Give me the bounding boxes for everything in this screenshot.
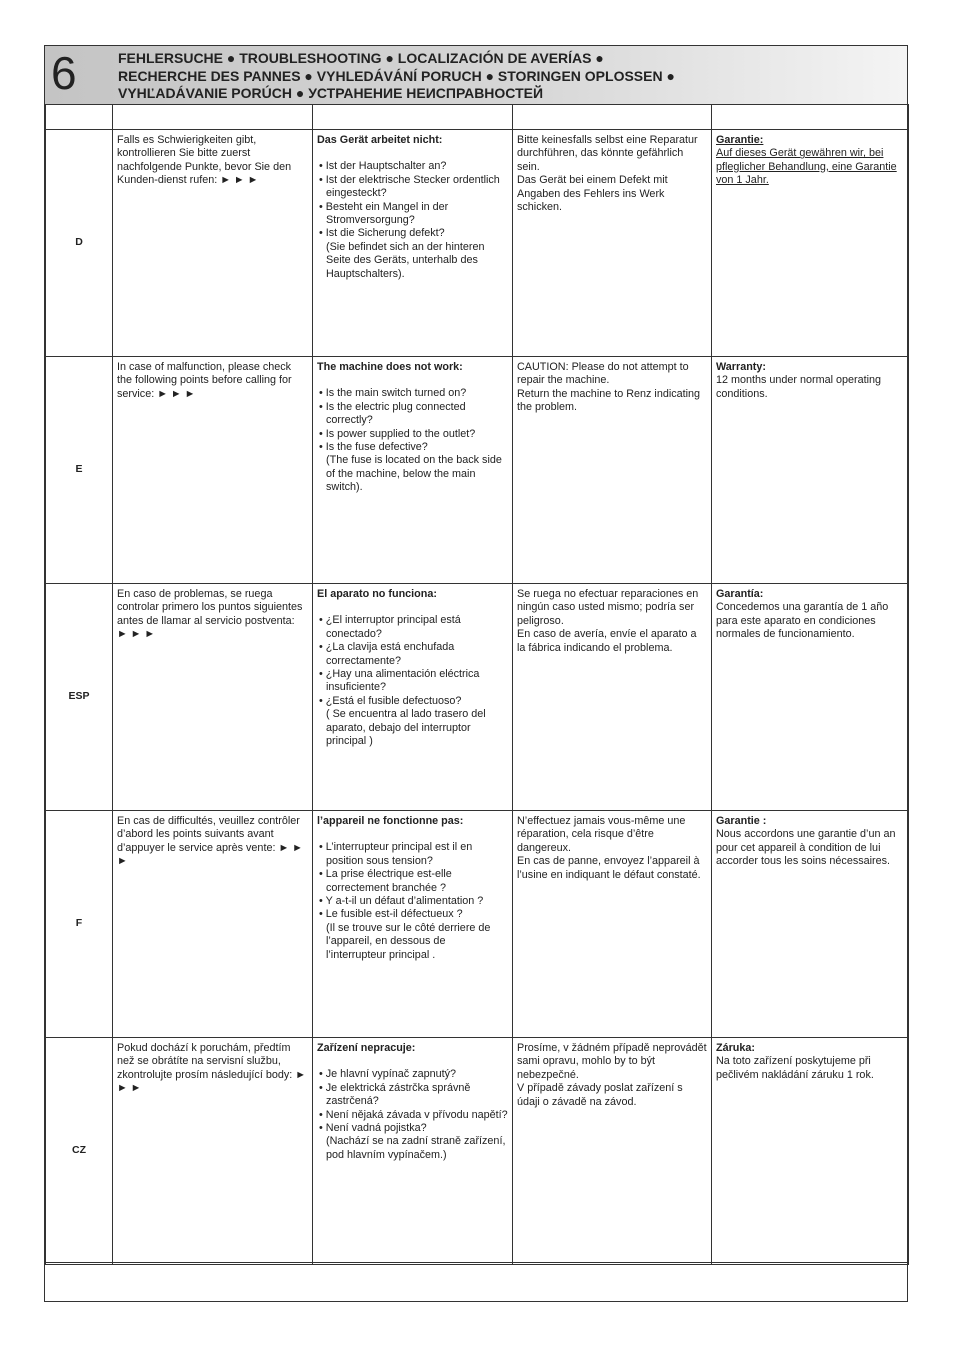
warranty-cell	[712, 1038, 909, 1265]
warranty-text: Nous accordons une garantie d’un an pour cet appareil à condition de lui accorder tous les soins nécessaires.	[716, 828, 896, 868]
checklist	[317, 160, 508, 281]
checklist-item: • Is power supplied to the outlet?	[319, 427, 476, 440]
checklist-item: (The fuse is located on the back side of the machine, below the main switch).	[326, 454, 502, 494]
language-code: D	[46, 130, 113, 357]
warranty-title: Garantie:	[716, 134, 764, 146]
checklist-cell	[313, 357, 513, 584]
warranty-title: Garantía:	[716, 588, 764, 600]
checklist-item: • Ist der Hauptschalter an?	[319, 160, 447, 173]
warranty-cell	[712, 584, 909, 811]
section-number: 6	[51, 47, 77, 99]
checklist-item: • ¿El interruptor principal está conectado?	[319, 614, 461, 640]
checklist-item: • Le fusible est-il défectueux ?	[319, 908, 463, 921]
intro-text: In case of malfunction, please check the following points before calling for service: ► ► ►	[113, 357, 313, 584]
checklist-title: Das Gerät arbeitet nicht:	[317, 134, 443, 146]
checklist-item: • Ist die Sicherung defekt?	[319, 227, 445, 240]
checklist-item: (Nachází se na zadní straně zařízení, pod hlavním vypínačem.)	[326, 1135, 506, 1161]
checklist-cell	[313, 1038, 513, 1265]
checklist	[317, 387, 508, 494]
checklist-item: • Is the main switch turned on?	[319, 387, 467, 400]
checklist-item: • Není vadná pojistka?	[319, 1122, 427, 1135]
warranty-cell	[712, 811, 909, 1038]
intro-text: Falls es Schwierigkeiten gibt, kontrollieren Sie bitte zuerst nachfolgende Punkte, bevor Sie den Kunden-dienst rufen: ► ► ►	[113, 130, 313, 357]
intro-text: Pokud dochází k poruchám, předtím než se obrátíte na servisní službu, zkontrolujte prosím následující body: ► ► ►	[113, 1038, 313, 1265]
caution-text: Prosíme, v žádném případě neprovádět sami opravu, mohlo by to být nebezpečné. V případě závady poslat zařízení s údaji o závadě na závod.	[513, 1038, 712, 1265]
checklist-item: (Il se trouve sur le côté derriere de l’appareil, en dessous de l’interrupteur principal .	[326, 921, 491, 961]
language-row	[46, 811, 909, 1038]
language-code: ESP	[46, 584, 113, 811]
section-title-line: RECHERCHE DES PANNES ● VYHLEDÁVÁNÍ PORUCH ● STORINGEN OPLOSSEN ●	[118, 67, 675, 84]
warranty-text: Concedemos una garantía de 1 año para este aparato en condiciones normales de funcionamiento.	[716, 601, 889, 641]
troubleshooting-page-frame	[44, 45, 908, 1302]
checklist-item: • ¿Hay una alimentación eléctrica insuficiente?	[319, 668, 480, 694]
footer-empty-row	[45, 1262, 907, 1301]
checklist-cell	[313, 584, 513, 811]
checklist-title: l’appareil ne fonctionne pas:	[317, 815, 464, 827]
checklist-title: El aparato no funciona:	[317, 588, 437, 600]
checklist-title: The machine does not work:	[317, 361, 463, 373]
checklist-item: • ¿Está el fusible defectuoso?	[319, 694, 462, 707]
checklist-cell	[313, 811, 513, 1038]
warranty-title: Garantie :	[716, 815, 767, 827]
warranty-title: Záruka:	[716, 1042, 756, 1054]
language-code: E	[46, 357, 113, 584]
empty-cell	[712, 105, 909, 130]
checklist-item: • ¿La clavija está enchufada correctamente?	[319, 641, 455, 667]
checklist-item: • Y a-t-il un défaut d’alimentation ?	[319, 895, 484, 908]
caution-text: Se ruega no efectuar reparaciones en ningún caso usted mismo; podría ser peligroso. En caso de avería, envíe el aparato a la fábrica indicando el problema.	[513, 584, 712, 811]
checklist-item: • L’interrupteur principal est il en position sous tension?	[319, 841, 473, 867]
empty-cell	[113, 105, 313, 130]
checklist-item: • Ist der elektrische Stecker ordentlich eingesteckt?	[319, 173, 500, 200]
language-row	[46, 357, 909, 584]
checklist-item: (Sie befindet sich an der hinteren Seite des Geräts, unterhalb des Hauptschalters).	[326, 240, 485, 280]
language-row	[46, 1038, 909, 1265]
section-titles	[118, 50, 675, 103]
language-code: CZ	[46, 1038, 113, 1265]
empty-cell	[46, 105, 113, 130]
checklist-item: • La prise électrique est-elle correctement branchée ?	[319, 868, 452, 894]
empty-cell	[313, 105, 513, 130]
checklist-item: • Není nějaká závada v přívodu napětí?	[319, 1108, 508, 1121]
language-row	[46, 584, 909, 811]
checklist-title: Zařízení nepracuje:	[317, 1042, 416, 1054]
checklist	[317, 1068, 508, 1162]
checklist-item: ( Se encuentra al lado trasero del aparato, debajo del interruptor principal )	[326, 708, 486, 748]
checklist-cell	[313, 130, 513, 357]
warranty-cell	[712, 357, 909, 584]
language-row	[46, 130, 909, 357]
intro-text: En caso de problemas, se ruega controlar primero los puntos siguientes antes de llamar al servicio postventa: ► ► ►	[113, 584, 313, 811]
checklist-item: • Is the fuse defective?	[319, 441, 428, 454]
empty-cell	[513, 105, 712, 130]
warranty-text: 12 months under normal operating conditions.	[716, 374, 882, 400]
checklist-item: • Is the electric plug connected correctly?	[319, 400, 466, 427]
caution-text: N’effectuez jamais vous-même une réparation, cela risque d’être dangereux. En cas de panne, envoyez l’appareil à l’usine en indiquant le défaut constaté.	[513, 811, 712, 1038]
language-code: F	[46, 811, 113, 1038]
checklist-item: • Je elektrická zástrčka správně zastrčená?	[319, 1081, 471, 1108]
section-header	[45, 46, 907, 105]
table-header-spacer-row	[46, 105, 909, 130]
section-title-line: VYHĽADÁVANIE PORÚCH ● УСТРАНЕНИЕ НЕИСПРАВНОСТЕЙ	[118, 85, 544, 101]
checklist	[317, 614, 508, 748]
checklist	[317, 841, 508, 962]
warranty-text: Na toto zařízení poskytujeme při pečlivém nakládání záruku 1 rok.	[716, 1055, 874, 1081]
checklist-item: • Besteht ein Mangel in der Stromversorgung?	[319, 200, 449, 227]
intro-text: En cas de difficultés, veuillez contrôler d’abord les points suivants avant d’appuyer le service après vente: ► ► ►	[113, 811, 313, 1038]
troubleshooting-table	[45, 104, 909, 1265]
section-title-line: FEHLERSUCHE ● TROUBLESHOOTING ● LOCALIZACIÓN DE AVERÍAS ●	[118, 50, 604, 66]
caution-text: Bitte keinesfalls selbst eine Reparatur durchführen, das könnte gefährlich sein. Das Gerät bei einem Defekt mit Angaben des Fehlers ins Werk schicken.	[513, 130, 712, 357]
warranty-text: Auf dieses Gerät gewähren wir, bei pfleglicher Behandlung, eine Garantie von 1 Jahr.	[716, 147, 897, 187]
warranty-title: Warranty:	[716, 361, 766, 373]
checklist-item: • Je hlavní vypínač zapnutý?	[319, 1068, 457, 1081]
warranty-cell	[712, 130, 909, 357]
caution-text: CAUTION: Please do not attempt to repair the machine. Return the machine to Renz indicating the problem.	[513, 357, 712, 584]
